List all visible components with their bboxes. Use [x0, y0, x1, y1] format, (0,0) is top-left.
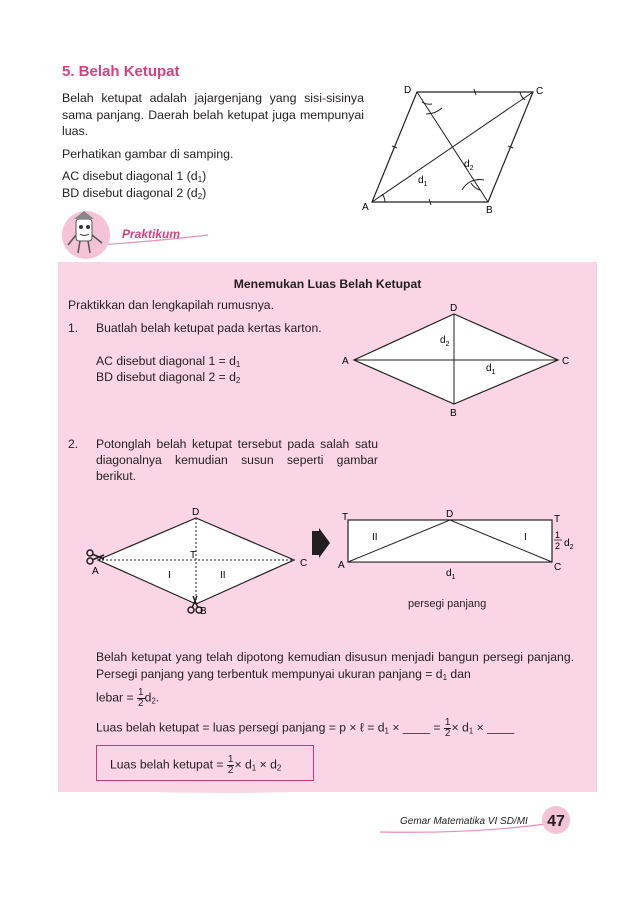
activity-title: Menemukan Luas Belah Ketupat	[233, 277, 422, 291]
step-1-number: 1.	[68, 321, 79, 335]
rectangle-figure	[334, 508, 584, 584]
rectangle-caption: persegi panjang	[408, 598, 487, 610]
step-2-number: 2.	[68, 437, 79, 451]
fraction-half: $\frac{1}{2}$	[227, 754, 234, 776]
label-C: C	[554, 562, 562, 573]
final-formula: Luas belah ketupat = $\frac{1}{2}$ × $d_1 \times d_2$	[110, 754, 282, 776]
label-A: A	[92, 566, 99, 577]
label-T: T	[190, 550, 197, 561]
activity-instruction: Praktikkan dan lengkapilah rumusnya.	[68, 298, 274, 312]
intro-definition: Belah ketupat adalah jajargenjang yang sisi-sisinya sama panjang. Daerah belah ketupat juga mempunyai luas.	[62, 91, 364, 138]
label-A: A	[342, 356, 349, 367]
intro-text	[62, 90, 364, 201]
label-A: A	[338, 560, 345, 571]
praktikum-label: Praktikum	[122, 227, 181, 241]
intro-observe: Perhatikan gambar di samping.	[62, 146, 234, 161]
step-1-diagonal-bd: BD disebut diagonal $2 = d_2$	[96, 370, 241, 385]
label-B: B	[200, 606, 207, 616]
label-A: A	[362, 202, 369, 213]
label-d1: $d_1$	[446, 568, 456, 581]
rhombus-figure-top	[360, 80, 550, 215]
label-D: D	[446, 509, 454, 520]
svg-text:1: 1	[555, 530, 561, 540]
label-C: C	[562, 356, 570, 367]
label-D: D	[192, 507, 200, 518]
label-I: I	[168, 570, 171, 581]
label-I: I	[524, 532, 527, 543]
step-2-text: Potonglah belah ketupat tersebut pada salah satu diagonalnya kemudian susun seperti gambar berikut.	[96, 437, 378, 483]
footer-book-title: Gemar Matematika VI SD/MI	[400, 816, 528, 827]
fraction-half: $\frac{1}{2}$	[444, 717, 451, 739]
label-D: D	[404, 85, 412, 96]
label-B: B	[450, 408, 457, 418]
svg-text:d2: $d_2$	[564, 538, 574, 551]
label-D: D	[450, 303, 458, 314]
label-T-right: T	[554, 514, 561, 525]
intro-diagonal-1: AC disebut diagonal 1 $(d_1)$	[62, 169, 207, 184]
label-d2: $d_2$	[440, 335, 450, 348]
label-T-left: T	[342, 512, 349, 523]
svg-text:2: 2	[555, 541, 561, 551]
activity-box-edge	[58, 788, 597, 796]
area-derivation-line: Luas belah ketupat = luas persegi panjang = p × ℓ = $d_1$ × ____ = $\frac{1}{2}$ × $d_1$ × ____	[96, 717, 515, 739]
half-d2-label	[554, 530, 574, 551]
step-1-diagonal-ac: AC disebut diagonal $1 = d_1$	[96, 354, 241, 369]
rhombus-figure-1	[340, 300, 575, 418]
label-C: C	[536, 86, 544, 97]
label-II: II	[372, 532, 378, 543]
fraction-half: $\frac{1}{2}$	[138, 687, 144, 709]
intro-diagonal-2: BD disebut diagonal 2 $(d_2)$	[62, 185, 207, 201]
label-d2: $d_2$	[464, 159, 474, 172]
label-B: B	[486, 205, 493, 215]
label-d1: $d_1$	[486, 363, 496, 376]
label-II: II	[220, 570, 226, 581]
label-d1: $d_1$	[418, 175, 428, 188]
page-number: 47	[547, 813, 565, 830]
explanation-text: Belah ketupat yang telah dipotong kemudian disusun menjadi bangun persegi panjang. Persegi panjang yang terbentuk mempunyai ukuran panjang = $d_1$ dan	[96, 650, 574, 682]
step-1-text: Buatlah belah ketupat pada kertas karton.	[96, 321, 322, 335]
label-C: C	[300, 558, 308, 569]
width-line: lebar = $\frac{1}{2}$ $d_2$.	[96, 687, 160, 709]
section-title: 5. Belah Ketupat	[62, 63, 180, 80]
arrow-right-icon	[312, 528, 330, 558]
rhombus-cut-figure	[84, 504, 324, 616]
